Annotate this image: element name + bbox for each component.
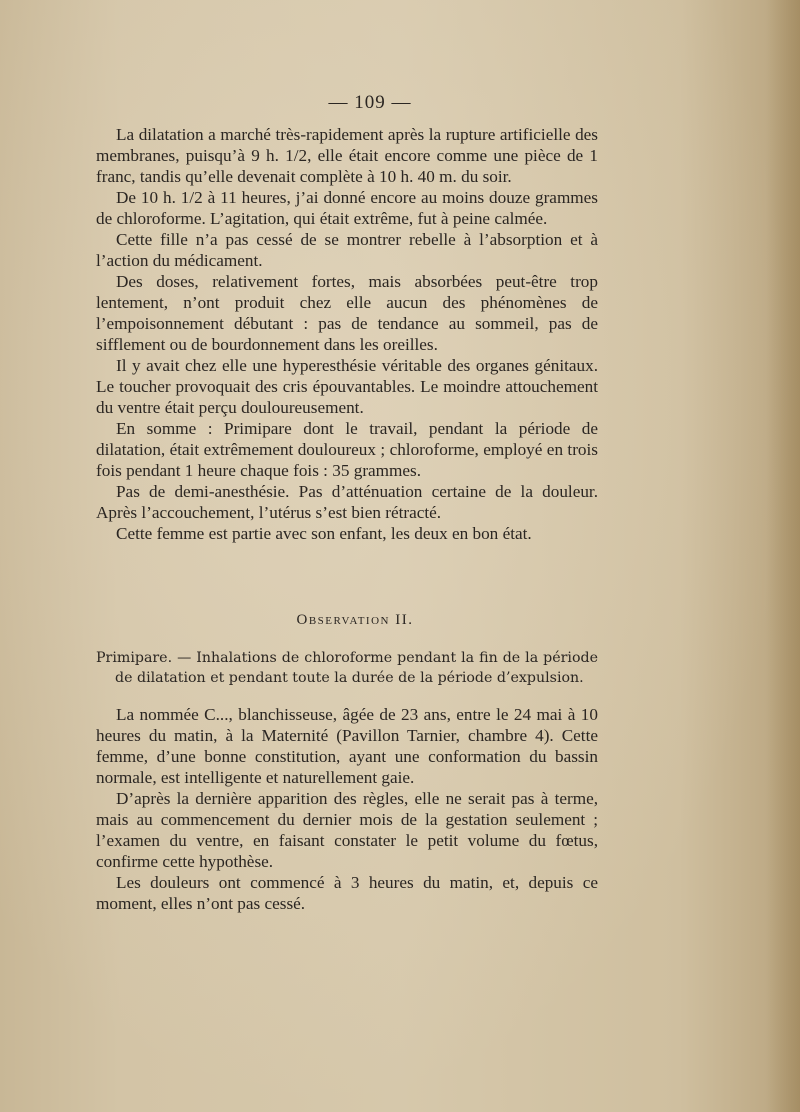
- paragraph: Des doses, relativement fortes, mais absorbées peut-être trop lentement, n’ont produit chez elle aucun des phénomènes de l’empoisonnement débutant : pas de tendance au sommeil, pas de sifflement ou de bourdonnement dans les oreilles.: [96, 272, 598, 354]
- paragraph: Cette fille n’a pas cessé de se montrer rebelle à l’absorption et à l’action du médicament.: [96, 230, 598, 270]
- text-block-bottom: [96, 704, 598, 914]
- paragraph: La nommée C..., blanchisseuse, âgée de 23 ans, entre le 24 mai à 10 heures du matin, à la Maternité (Pavillon Tarnier, chambre 4). Cette femme, d’une bonne constitution, ayant une conformation du bassin normale, est intelligente et naturellement gaie.: [96, 705, 598, 787]
- paragraph: Les douleurs ont commencé à 3 heures du matin, et, depuis ce moment, elles n’ont pas cessé.: [96, 873, 598, 913]
- paragraph: De 10 h. 1/2 à 11 heures, j’ai donné encore au moins douze grammes de chloroforme. L’agitation, qui était extrême, fut à peine calmée.: [96, 188, 598, 228]
- paragraph: La dilatation a marché très-rapidement après la rupture artificielle des membranes, puisqu’à 9 h. 1/2, elle était encore comme une pièce de 1 franc, tandis qu’elle devenait complète à 10 h. 40 m. du soir.: [96, 125, 598, 186]
- paragraph: Cette femme est partie avec son enfant, les deux en bon état.: [116, 524, 532, 543]
- text-block-top: [96, 124, 598, 544]
- paragraph: D’après la dernière apparition des règles, elle ne serait pas à terme, mais au commencement du dernier mois de la gestation seulement ; l’examen du ventre, en faisant constater le petit volume du fœtus, confirme cette hypothèse.: [96, 789, 598, 871]
- summary-text: Primipare. — Inhalations de chloroforme pendant la fin de la période de dilatation et pendant toute la durée de la période d’expulsion.: [96, 650, 598, 686]
- paragraph: Il y avait chez elle une hyperesthésie véritable des organes génitaux. Le toucher provoquait des cris épouvantables. Le moindre attouchement du ventre était perçu douloureusement.: [96, 356, 598, 417]
- page-number: — 109 —: [328, 92, 412, 113]
- page-edge-shadow: [766, 0, 800, 1112]
- paragraph: En somme : Primipare dont le travail, pendant la période de dilatation, était extrêmement douloureux ; chloroforme, employé en trois fois pendant 1 heure chaque fois : 35 grammes.: [96, 419, 598, 480]
- observation-summary: [96, 648, 598, 688]
- section-title: Observation II.: [296, 612, 414, 628]
- paragraph: Pas de demi-anesthésie. Pas d’atténuation certaine de la douleur. Après l’accouchement, l’utérus s’est bien rétracté.: [96, 482, 598, 522]
